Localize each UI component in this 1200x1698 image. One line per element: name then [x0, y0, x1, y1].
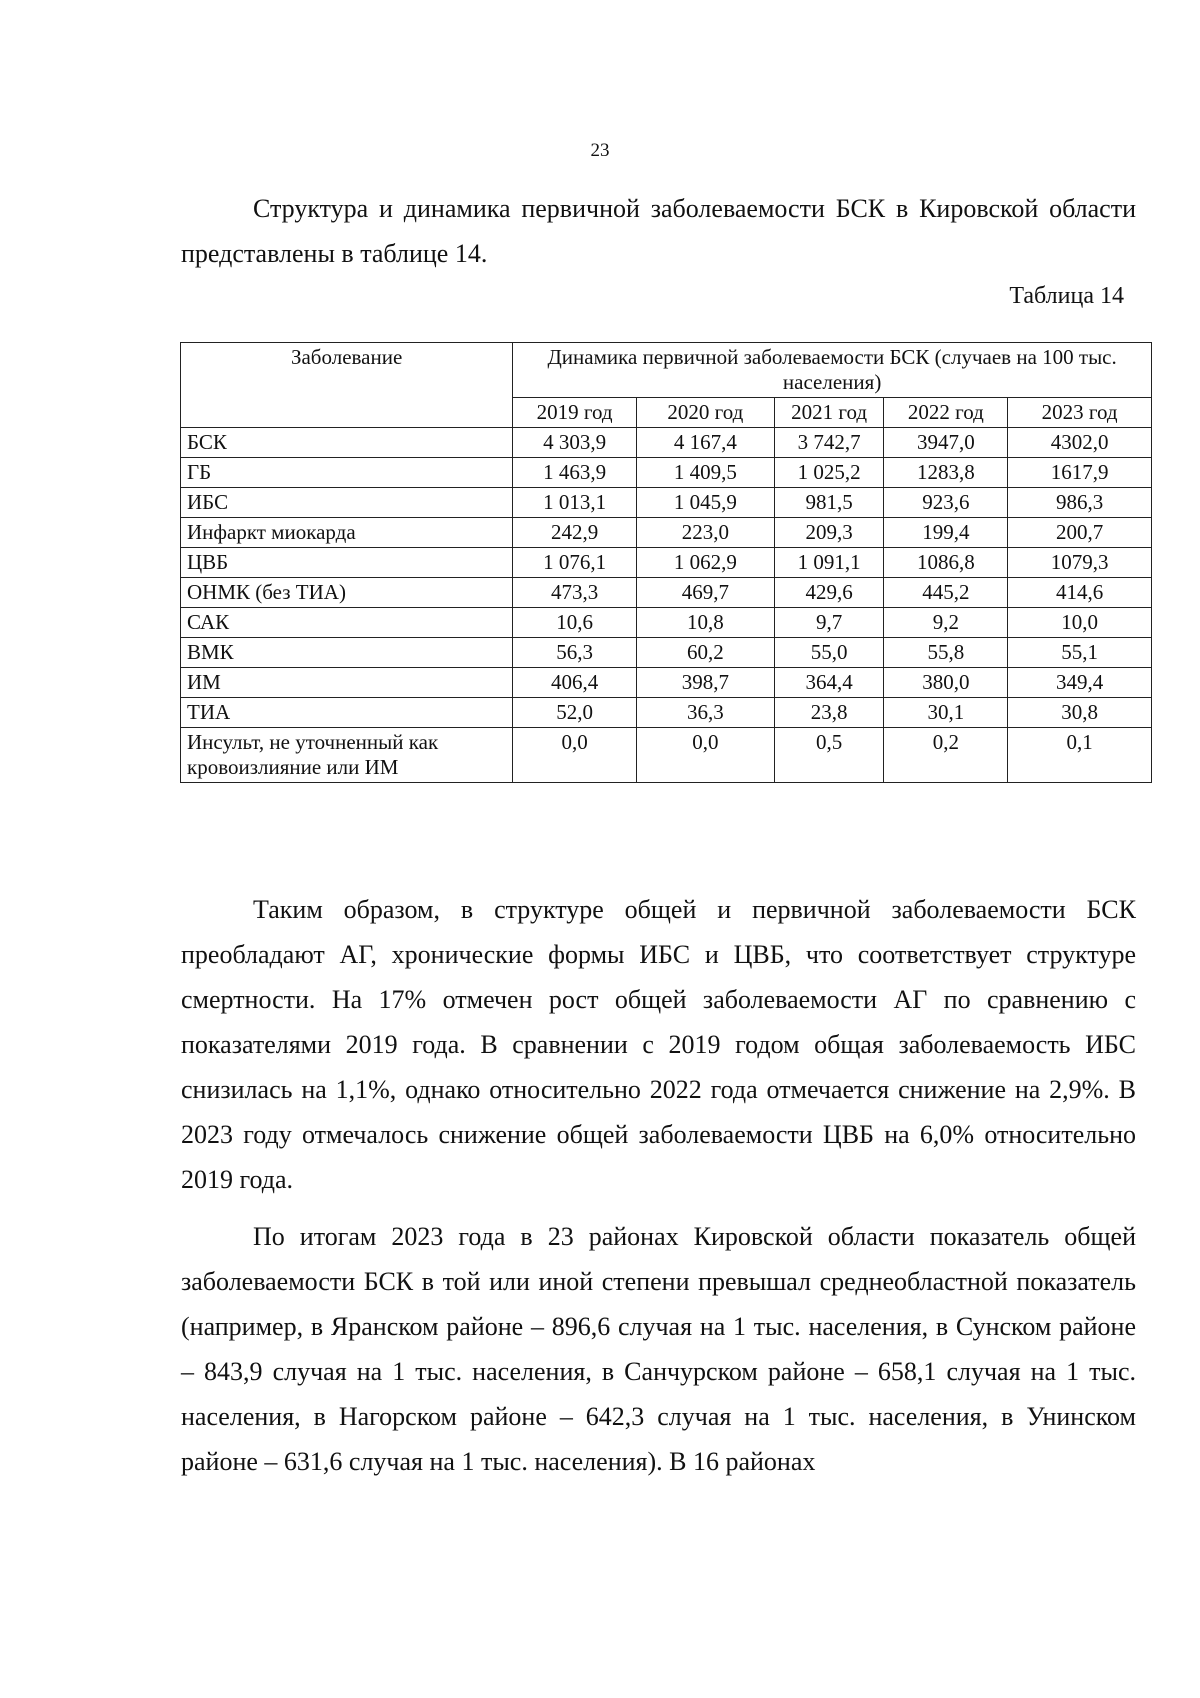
table-row [181, 488, 1152, 518]
disease-name: ГБ [181, 458, 513, 488]
rate-value: 398,7 [636, 668, 774, 698]
disease-name: ОНМК (без ТИА) [181, 578, 513, 608]
table-row [181, 458, 1152, 488]
rate-value: 406,4 [513, 668, 637, 698]
rate-value: 981,5 [774, 488, 884, 518]
table-row [181, 608, 1152, 638]
header-disease: Заболевание [181, 343, 513, 428]
rate-value: 469,7 [636, 578, 774, 608]
table-row [181, 518, 1152, 548]
disease-name: ЦВБ [181, 548, 513, 578]
rate-value: 242,9 [513, 518, 637, 548]
rate-value: 1079,3 [1008, 548, 1152, 578]
rate-value: 36,3 [636, 698, 774, 728]
header-dynamics: Динамика первичной заболеваемости БСК (случаев на 100 тыс. населения) [513, 343, 1152, 398]
disease-name: Инсульт, не уточненный как кровоизлияние или ИМ [181, 728, 513, 783]
rate-value: 1283,8 [884, 458, 1008, 488]
disease-name: БСК [181, 428, 513, 458]
header-year: 2023 год [1008, 398, 1152, 428]
rate-value: 52,0 [513, 698, 637, 728]
rate-value: 30,8 [1008, 698, 1152, 728]
table-caption: Таблица 14 [1009, 283, 1124, 309]
rate-value: 0,5 [774, 728, 884, 783]
rate-value: 986,3 [1008, 488, 1152, 518]
rate-value: 1 409,5 [636, 458, 774, 488]
paragraph-structure: Таким образом, в структуре общей и первичной заболеваемости БСК преобладают АГ, хронические формы ИБС и ЦВБ, что соответствует структуре смертности. На 17% отмечен рост общей заболеваемости АГ по сравнению с показателями 2019 года. В сравнении с 2019 годом общая заболеваемость ИБС снизилась на 1,1%, однако относительно 2022 года отмечается снижение на 2,9%. В 2023 году отмечалось снижение общей заболеваемости ЦВБ на 6,0% относительно 2019 года. [181, 895, 1136, 1194]
rate-value: 23,8 [774, 698, 884, 728]
disease-name: ВМК [181, 638, 513, 668]
table-body [181, 428, 1152, 783]
rate-value: 1086,8 [884, 548, 1008, 578]
rate-value: 429,6 [774, 578, 884, 608]
table-row [181, 698, 1152, 728]
rate-value: 4302,0 [1008, 428, 1152, 458]
rate-value: 209,3 [774, 518, 884, 548]
table-row [181, 638, 1152, 668]
rate-value: 349,4 [1008, 668, 1152, 698]
table-row [181, 728, 1152, 783]
header-year: 2022 год [884, 398, 1008, 428]
rate-value: 9,7 [774, 608, 884, 638]
rate-value: 1 076,1 [513, 548, 637, 578]
rate-value: 0,1 [1008, 728, 1152, 783]
rate-value: 10,0 [1008, 608, 1152, 638]
rate-value: 10,8 [636, 608, 774, 638]
disease-name: ТИА [181, 698, 513, 728]
rate-value: 199,4 [884, 518, 1008, 548]
rate-value: 923,6 [884, 488, 1008, 518]
rate-value: 445,2 [884, 578, 1008, 608]
disease-name: САК [181, 608, 513, 638]
rate-value: 1 463,9 [513, 458, 637, 488]
table-row [181, 578, 1152, 608]
rate-value: 55,8 [884, 638, 1008, 668]
rate-value: 1 091,1 [774, 548, 884, 578]
header-year: 2019 год [513, 398, 637, 428]
intro-paragraph: Структура и динамика первичной заболеваемости БСК в Кировской области представлены в таблице 14. [181, 194, 1136, 268]
rate-value: 3947,0 [884, 428, 1008, 458]
rate-value: 30,1 [884, 698, 1008, 728]
disease-name: ИБС [181, 488, 513, 518]
rate-value: 0,0 [513, 728, 637, 783]
rate-value: 55,0 [774, 638, 884, 668]
header-year: 2020 год [636, 398, 774, 428]
morbidity-table [180, 342, 1152, 783]
rate-value: 0,2 [884, 728, 1008, 783]
rate-value: 9,2 [884, 608, 1008, 638]
paragraph-districts: По итогам 2023 года в 23 районах Кировской области показатель общей заболеваемости БСК в той или иной степени превышал среднеобластной показатель (например, в Яранском районе – 896,6 случая на 1 тыс. населения, в Сунском районе – 843,9 случая на 1 тыс. населения, в Санчурском районе – 658,1 случая на 1 тыс. населения, в Нагорском районе – 642,3 случая на 1 тыс. населения, в Унинском районе – 631,6 случая на 1 тыс. населения). В 16 районах [181, 1222, 1136, 1476]
rate-value: 1617,9 [1008, 458, 1152, 488]
rate-value: 1 045,9 [636, 488, 774, 518]
rate-value: 200,7 [1008, 518, 1152, 548]
disease-name: Инфаркт миокарда [181, 518, 513, 548]
rate-value: 223,0 [636, 518, 774, 548]
header-year: 2021 год [774, 398, 884, 428]
rate-value: 60,2 [636, 638, 774, 668]
disease-name: ИМ [181, 668, 513, 698]
page-number: 23 [590, 140, 610, 161]
rate-value: 1 013,1 [513, 488, 637, 518]
rate-value: 10,6 [513, 608, 637, 638]
rate-value: 56,3 [513, 638, 637, 668]
rate-value: 414,6 [1008, 578, 1152, 608]
rate-value: 364,4 [774, 668, 884, 698]
table-row [181, 668, 1152, 698]
rate-value: 55,1 [1008, 638, 1152, 668]
rate-value: 380,0 [884, 668, 1008, 698]
rate-value: 4 167,4 [636, 428, 774, 458]
table-row [181, 548, 1152, 578]
rate-value: 0,0 [636, 728, 774, 783]
table-row [181, 428, 1152, 458]
rate-value: 1 025,2 [774, 458, 884, 488]
rate-value: 473,3 [513, 578, 637, 608]
rate-value: 4 303,9 [513, 428, 637, 458]
rate-value: 1 062,9 [636, 548, 774, 578]
rate-value: 3 742,7 [774, 428, 884, 458]
